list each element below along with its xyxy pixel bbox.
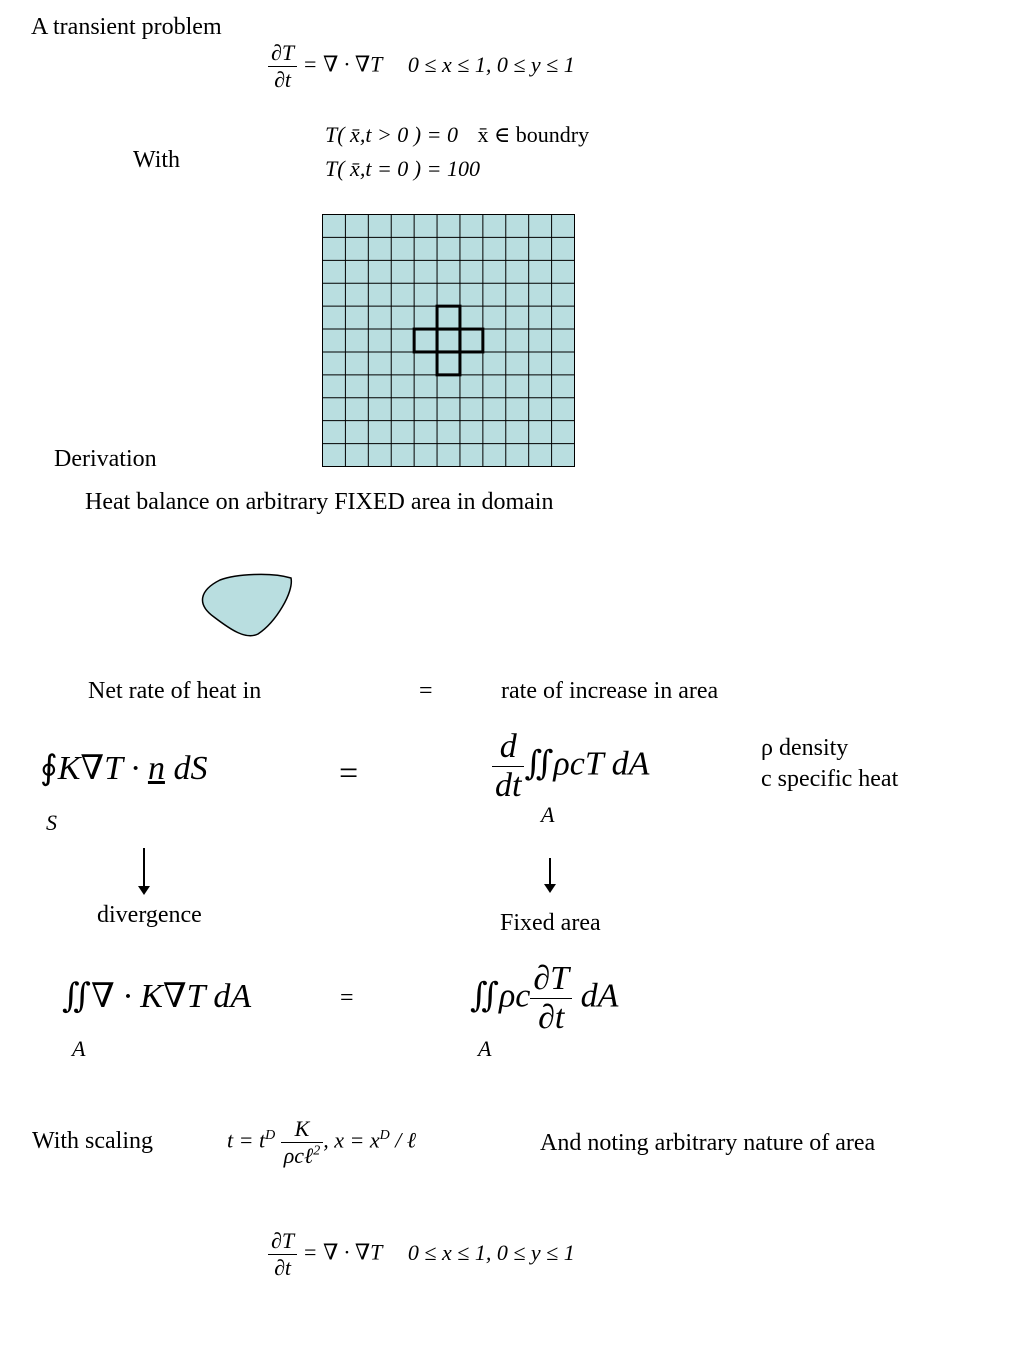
eq2-rhs-sub: A: [478, 1036, 492, 1061]
bc-line1: [325, 122, 589, 148]
eq2-equals: =: [340, 985, 354, 1011]
eq1-lhs-body: K∇T ·: [57, 750, 148, 787]
balance-equals: =: [419, 678, 433, 704]
eq1-lhs: [40, 748, 207, 788]
legend-rho: ρ density: [761, 735, 849, 761]
pde-bottom-num: ∂T: [271, 1228, 295, 1253]
eq1-rhs-den: dt: [492, 766, 524, 805]
scaling-note: And noting arbitrary nature of area: [540, 1130, 876, 1156]
contour-integral-symbol: ∮: [40, 750, 58, 787]
scaling-formula: [227, 1116, 416, 1169]
double-integral-symbol: ∬: [62, 978, 91, 1015]
scaling-x-rest: / ℓ: [389, 1127, 416, 1153]
derivation-label: Derivation: [54, 446, 157, 472]
legend-c: c specific heat: [761, 766, 899, 792]
eq2-lhs-body: ∇ · K∇T dA: [90, 978, 252, 1015]
down-arrow-icon: [542, 858, 558, 894]
eq1-lhs-n: n: [147, 750, 165, 787]
scaling-t-eq: t = t: [227, 1127, 266, 1153]
eq1-rhs-num: d: [499, 728, 517, 765]
arbitrary-area-shape: [196, 572, 296, 640]
pde-bottom-rhs: = ∇ · ∇T: [302, 1239, 383, 1265]
eq2-rhs: [470, 960, 618, 1037]
scaling-label: With scaling: [32, 1128, 154, 1154]
scaling-k-num: K: [294, 1116, 310, 1141]
double-integral-symbol: ∬: [470, 977, 499, 1015]
scaling-x-eq: , x = x: [323, 1127, 380, 1153]
pde-top: [268, 40, 575, 93]
scaling-t-sup: D: [265, 1128, 276, 1144]
pde-top-num: ∂T: [271, 40, 295, 65]
pde-bottom: [268, 1228, 575, 1281]
eq2-lhs-sub: A: [72, 1036, 86, 1061]
bc-line1-eq: T( x̄,t > 0 ) = 0: [325, 122, 458, 147]
eq2-rhs-da: dA: [572, 977, 619, 1015]
fixed-area-label: Fixed area: [500, 910, 601, 936]
down-arrow-icon: [136, 848, 152, 896]
pde-bottom-domain: 0 ≤ x ≤ 1, 0 ≤ y ≤ 1: [407, 1239, 575, 1265]
mesh-grid: [322, 214, 575, 467]
eq2-lhs: [62, 976, 251, 1016]
double-integral-symbol: ∬: [524, 745, 554, 783]
balance-left: Net rate of heat in: [88, 678, 262, 704]
divergence-label: divergence: [97, 902, 202, 928]
pde-top-domain: 0 ≤ x ≤ 1, 0 ≤ y ≤ 1: [407, 51, 575, 77]
pde-top-den: ∂t: [268, 66, 297, 93]
eq1-rhs: [492, 728, 649, 805]
scaling-x-sup: D: [379, 1128, 390, 1144]
section-title: A transient problem: [31, 14, 222, 40]
balance-right: rate of increase in area: [501, 678, 719, 704]
with-label: With: [133, 147, 181, 173]
eq1-rhs-sub: A: [541, 802, 555, 827]
bc-line2: T( x̄,t = 0 ) = 100: [325, 156, 480, 181]
grid-background: [323, 215, 575, 467]
pde-bottom-den: ∂t: [268, 1254, 297, 1281]
bc-line1-cond: x̄ ∈ boundry: [477, 122, 590, 147]
eq1-equals: =: [339, 755, 359, 792]
eq2-rhs-rhoc: ρc: [498, 977, 531, 1015]
pde-top-rhs: = ∇ · ∇T: [302, 51, 383, 77]
eq2-rhs-num: ∂T: [533, 960, 570, 997]
eq1-lhs-ds: dS: [164, 750, 208, 787]
heat-balance-label: Heat balance on arbitrary FIXED area in domain: [85, 489, 554, 515]
eq2-rhs-den: ∂t: [530, 998, 572, 1037]
eq1-lhs-sub: S: [46, 810, 57, 835]
eq1-rhs-body: ρcT dA: [553, 745, 650, 783]
scaling-k-den-sup: 2: [313, 1143, 321, 1159]
scaling-k-den: ρcℓ: [283, 1143, 314, 1168]
